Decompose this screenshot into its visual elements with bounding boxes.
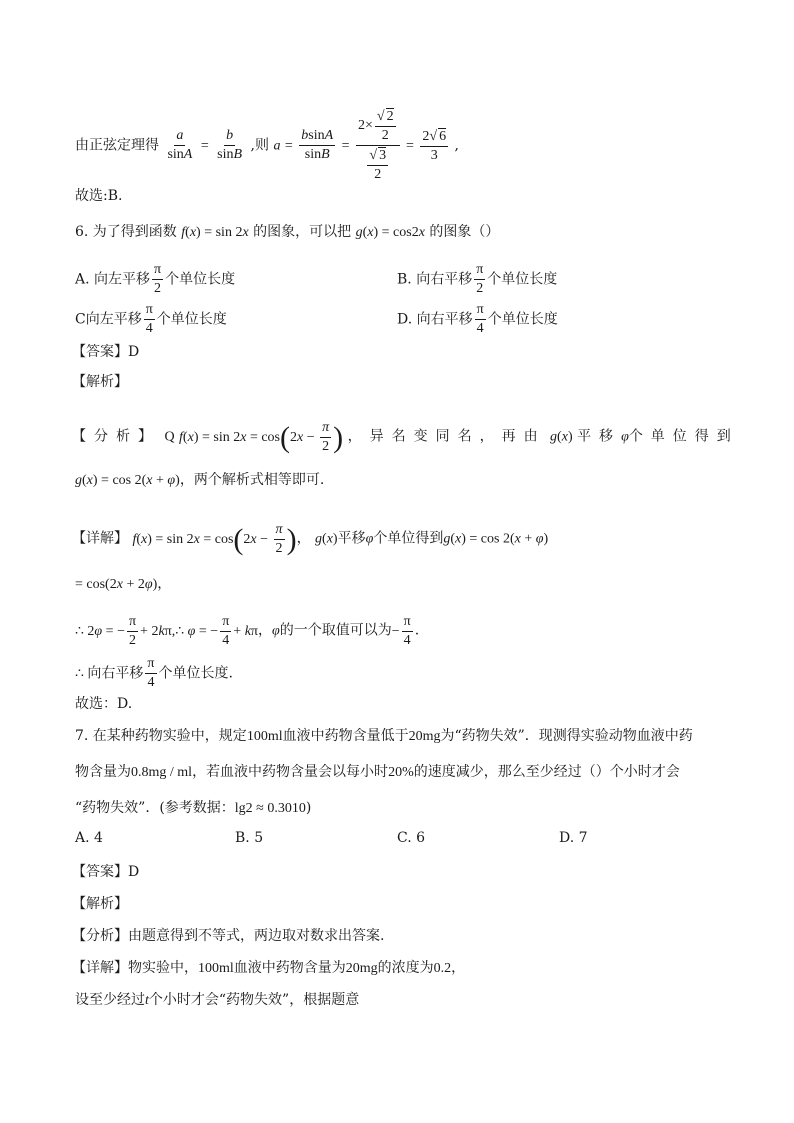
q7-detail-line: 【详解】物实验中，100ml血液中药物含量为20mg的浓度为0.2， xyxy=(72,960,466,976)
q6-analysis-line1: 【分析】 Q f(x) = sin 2x = cos(2x − $\frac{\pi}{2}$ ) ，异名变同名，再由 g(x) 平移φ个单位得到 xyxy=(72,420,739,454)
fraction-result: $\frac{2√ 6}{3}$ xyxy=(422,128,447,163)
q7-stem-line1: 7. 在某种药物实验中，规定100ml血液中药物含量低于20mg为“药物失效”．现测得实验动物血液中药 xyxy=(75,728,693,744)
q7-last-line: 设至少经过t个小时才会“药物失效”，根据题意 xyxy=(75,992,360,1008)
q6-choice: 故选：D. xyxy=(75,696,133,712)
q6-analysis-line2: g(x) = cos 2(x + φ)，两个解析式相等即可. xyxy=(75,472,325,488)
q6-detail-line3: ∴ 2φ = − $\frac{\pi}{2}$ + 2kπ,∴ φ = − $\frac{\pi}{4}$ + kπ，φ的一个取值可以为− $\frac{\pi}{4}$ . xyxy=(75,614,420,648)
q7-analysis-header: 【解析】 xyxy=(72,896,128,912)
q5-choice: 故选:B. xyxy=(75,188,123,204)
q6-option-a: A. 向左平移 $\frac{\pi}{2}$ 个单位长度 xyxy=(75,262,236,296)
q6-shift-line: ∴ 向右平移 $\frac{\pi}{4}$ 个单位长度. xyxy=(75,656,233,690)
q7-option-b: B. 5 xyxy=(235,830,264,846)
q6-answer: 【答案】D xyxy=(72,344,140,360)
q6-stem: 6. 为了得到函数 f(x) = sin 2x 的图象，可以把 g(x) = cos2x 的图象（） xyxy=(75,224,500,240)
q7-answer: 【答案】D xyxy=(72,864,140,880)
q6-option-b: B. 向右平移 $\frac{\pi}{2}$ 个单位长度 xyxy=(397,262,558,296)
formula-f-sin2x: f(x) = sin 2x xyxy=(181,225,249,240)
q7-stem-line2: 物含量为0.8mg / ml，若血液中药物含量会以每小时20%的速度减少，那么至少经过（）个小时才会 xyxy=(75,764,680,780)
q6-option-d: D. 向右平移 $\frac{\pi}{4}$ 个单位长度 xyxy=(397,302,558,336)
q7-option-a: A. 4 xyxy=(75,830,103,846)
q6-detail-line2: = cos(2x + 2φ)， xyxy=(75,576,172,592)
q6-analysis-header: 【解析】 xyxy=(72,374,128,390)
sine-law-line: 由正弦定理得 $\frac{a}{\sin A}$ = $\frac{b}{\sin B}$ ,则 a = $\frac{bsinA}{\sin B}$ = 2× $\frac{√ 2}{2}$ $\frac{√ 3}{2}$ = $\frac{2√ 6}{3}$ , xyxy=(75,109,459,182)
q7-option-c: C. 6 xyxy=(397,830,426,846)
fraction-b-over-sinB: $\frac{b}{\sin B}$ xyxy=(217,128,243,162)
q6-detail-line1: 【详解】 f(x) = sin 2x = cos(2x − $\frac{\pi}{2}$ )， g(x)平移φ个单位得到g(x) = cos 2(x + φ) xyxy=(72,522,549,556)
formula-g-cos2x: g(x) = cos2x xyxy=(355,225,425,240)
q7-stem-line3: “药物失效”．(参考数据：lg2 ≈ 0.3010) xyxy=(75,800,312,816)
q7-option-d: D. 7 xyxy=(559,830,588,846)
formula-a-equals: a xyxy=(273,138,281,154)
compound-fraction: 2× $\frac{√ 2}{2}$ $\frac{√ 3}{2}$ xyxy=(356,108,400,183)
fraction-bsinA-over-sinB: $\frac{bsinA}{\sin B}$ xyxy=(301,128,334,162)
q7-analysis-line: 【分析】由题意得到不等式，两边取对数求出答案. xyxy=(72,928,385,944)
fraction-a-over-sinA: $\frac{a}{\sin A}$ xyxy=(167,128,193,162)
q6-option-c: C向左平移 $\frac{\pi}{4}$ 个单位长度 xyxy=(75,302,227,336)
